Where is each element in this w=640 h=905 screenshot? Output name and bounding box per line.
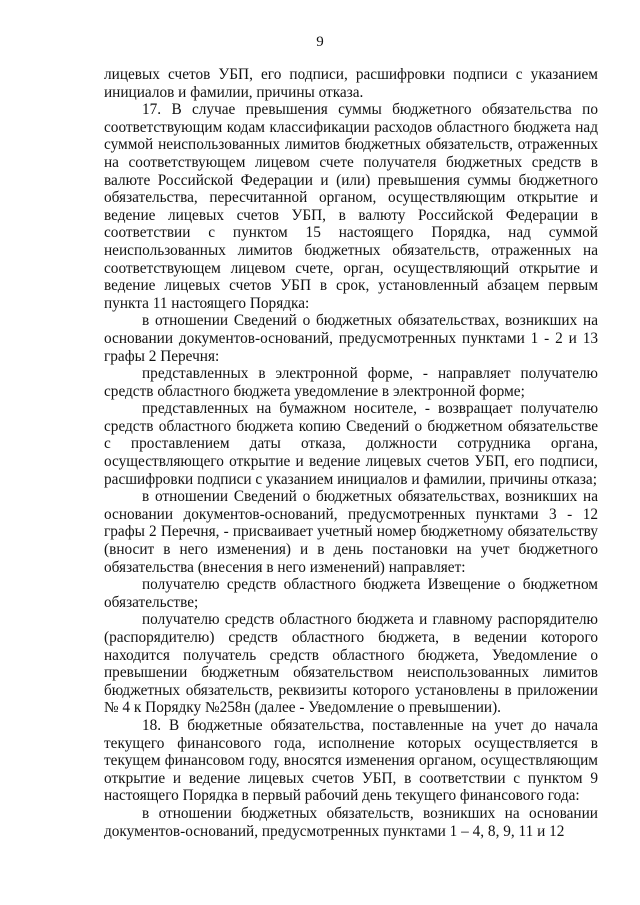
document-body [104, 66, 598, 840]
paragraph-4: представленных в электронной форме, - направляет получателю средств областного бюджета уведомление в электронной форме; [104, 365, 598, 400]
paragraph-2: 17. В случае превышения суммы бюджетного обязательства по соответствующим кодам классификации расходов областного бюджета над суммой неиспользованных лимитов бюджетных обязательств, отраженных на соответствующем лицевом счете получателя бюджетных средств в валюте Российской Федерации и (или) превышения суммы бюджетного обязательства, пересчитанной органом, осуществляющим открытие и ведение лицевых счетов УБП, в валюту Российской Федерации в соответствии с пунктом 15 настоящего Порядка, над суммой неиспользованных лимитов бюджетных обязательств, отраженных на соответствующем лицевом счете, орган, осуществляющий открытие и ведение лицевых счетов УБП в срок, установленный абзацем первым пункта 11 настоящего Порядка: [104, 101, 598, 312]
paragraph-5: представленных на бумажном носителе, - возвращает получателю средств областного бюджета копию Сведений о бюджетном обязательстве с проставлением даты отказа, должности сотрудника органа, осуществляющего открытие и ведение лицевых счетов УБП, его подписи, расшифровки подписи с указанием инициалов и фамилии, причины отказа; [104, 400, 598, 488]
paragraph-8: получателю средств областного бюджета и главному распорядителю (распорядителю) средств областного бюджета, в ведении которого находится получатель средств областного бюджета, Уведомление о превышении бюджетным обязательством неиспользованных лимитов бюджетных обязательств, реквизиты которого установлены в приложении № 4 к Порядку №258н (далее - Уведомление о превышении). [104, 611, 598, 717]
paragraph-6: в отношении Сведений о бюджетных обязательствах, возникших на основании документов-оснований, предусмотренных пунктами 3 - 12 графы 2 Перечня, - присваивает учетный номер бюджетному обязательству (вносит в него изменения) и в день постановки на учет бюджетного обязательства (внесения в него изменений) направляет: [104, 488, 598, 576]
paragraph-3: в отношении Сведений о бюджетных обязательствах, возникших на основании документов-оснований, предусмотренных пунктами 1 - 2 и 13 графы 2 Перечня: [104, 312, 598, 365]
paragraph-1: лицевых счетов УБП, его подписи, расшифровки подписи с указанием инициалов и фамилии, причины отказа. [104, 66, 598, 101]
paragraph-10: в отношении бюджетных обязательств, возникших на основании документов-оснований, предусмотренных пунктами 1 – 4, 8, 9, 11 и 12 [104, 804, 598, 840]
paragraph-9: 18. В бюджетные обязательства, поставленные на учет до начала текущего финансового года, исполнение которых осуществляется в текущем финансовом году, вносятся изменения органом, осуществляющим открытие и ведение лицевых счетов УБП, в соответствии с пунктом 9 настоящего Порядка в первый рабочий день текущего финансового года: [104, 716, 598, 805]
page-number: 9 [316, 34, 324, 50]
paragraph-7: получателю средств областного бюджета Извещение о бюджетном обязательстве; [104, 576, 598, 611]
